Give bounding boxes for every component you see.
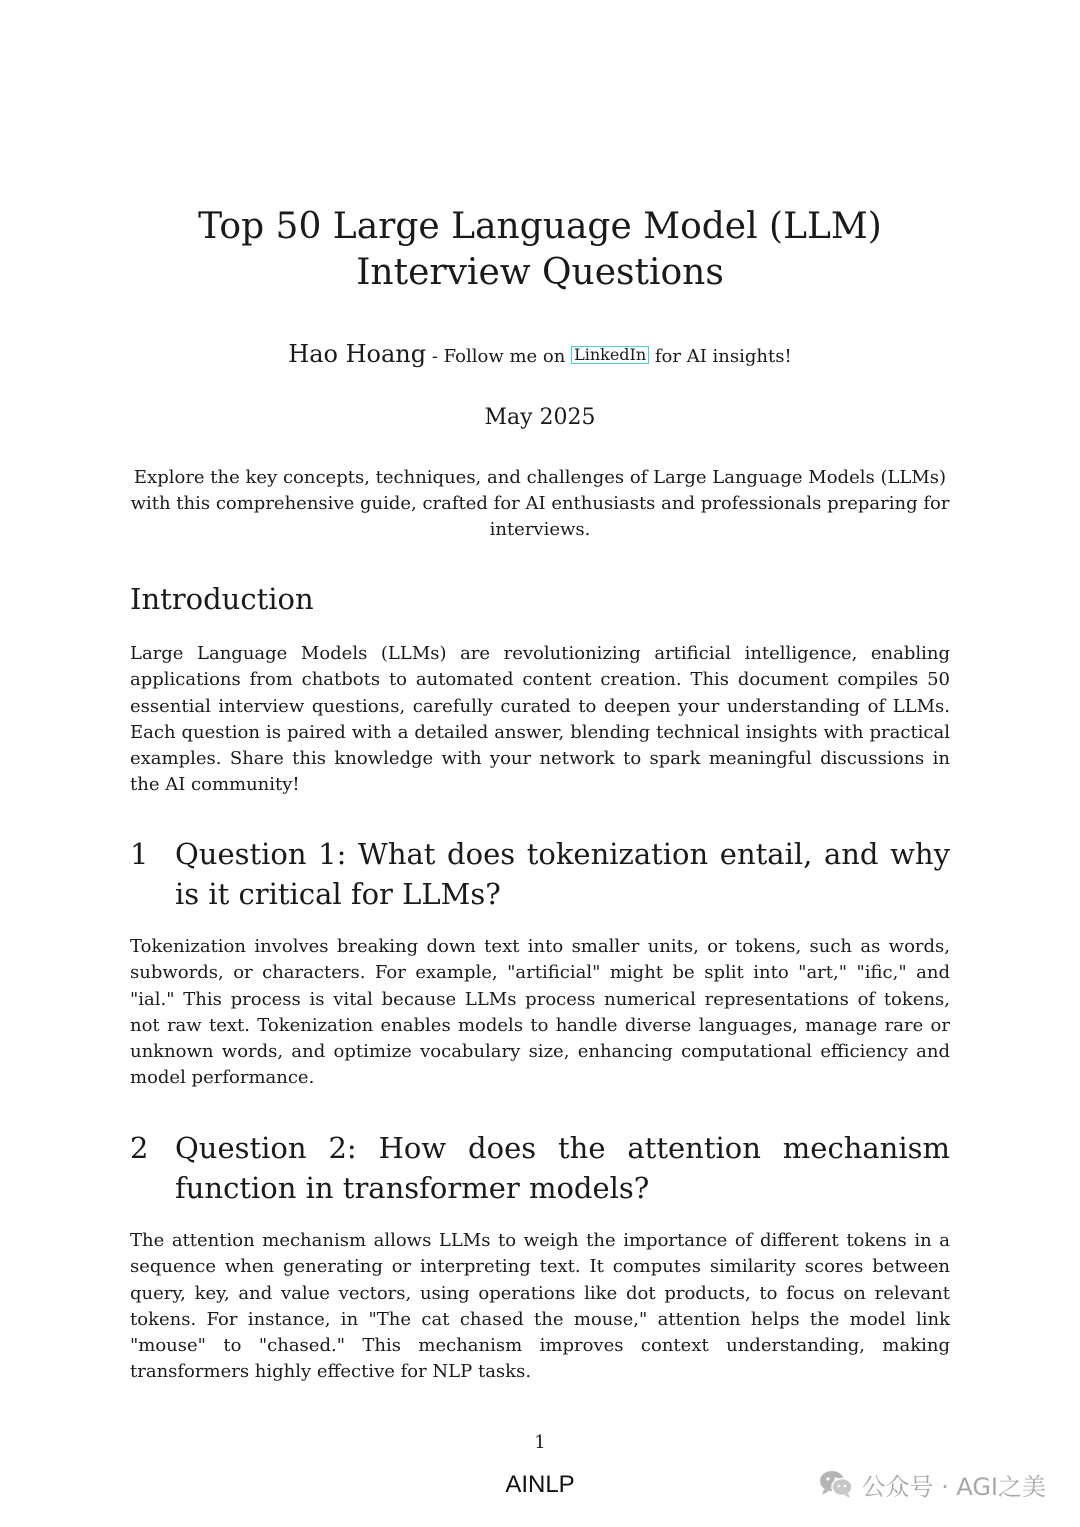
document-date: May 2025 (484, 405, 596, 430)
abstract: Explore the key concepts, techniques, and challenges of Large Language Models (LLMs) with this comprehensive guide, crafted for AI enthusiasts and professionals preparing for interviews. (130, 467, 950, 540)
introduction-body: Large Language Models (LLMs) are revolutionizing artificial intelligence, enabling applications from chatbots to automated content creation. This document compiles 50 essential interview questions, carefully curated to deepen your understanding of LLMs. Each question is paired with a detailed answer, blending technical insights with practical examples. Share this knowledge with your network to spark meaningful discussions in the AI community! (130, 643, 950, 796)
introduction-heading (130, 579, 950, 619)
page-title: Top 50 Large Language Model (LLM) Interview Questions (198, 206, 882, 293)
section-title: Question 1: What does tokenization entail, and why is it critical for LLMs? (175, 837, 950, 911)
watermark-text: 公众号 · AGI之美 (861, 1472, 1046, 1501)
page-number: 1 (534, 1432, 546, 1453)
wechat-icon (819, 1469, 853, 1499)
section-title: Question 2: How does the attention mechanism function in transformer models? (175, 1131, 950, 1205)
section-number: 1 (130, 837, 149, 871)
section-heading-1 (130, 834, 950, 914)
section-number: 2 (130, 1131, 149, 1165)
section-heading-2 (130, 1128, 950, 1208)
introduction-heading-text: Introduction (130, 582, 314, 616)
follow-suffix: for AI insights! (654, 346, 792, 367)
follow-prefix: - Follow me on (431, 346, 566, 367)
watermark (819, 1466, 1046, 1502)
author-name: Hao Hoang (288, 340, 427, 368)
footer-brand: AINLP (505, 1471, 575, 1498)
linkedin-link[interactable]: LinkedIn (571, 346, 649, 364)
section-body-2: The attention mechanism allows LLMs to weigh the importance of different tokens in a sequence when generating or interpreting text. It computes similarity scores between query, key, and value vectors, using operations like dot products, to focus on relevant tokens. For instance, in "The cat chased the mouse," attention helps the model link "mouse" to "chased." This mechanism improves context understanding, making transformers highly effective for NLP tasks. (130, 1230, 950, 1383)
section-body-1: Tokenization involves breaking down text into smaller units, or tokens, such as words, subwords, or characters. For example, "artificial" might be split into "art," "ific," and "ial." This process is vital because LLMs process numerical representations of tokens, not raw text. Tokenization enables models to handle diverse languages, manage rare or unknown words, and optimize vocabulary size, enhancing computational efficiency and model performance. (130, 936, 950, 1089)
author-line (130, 339, 950, 372)
